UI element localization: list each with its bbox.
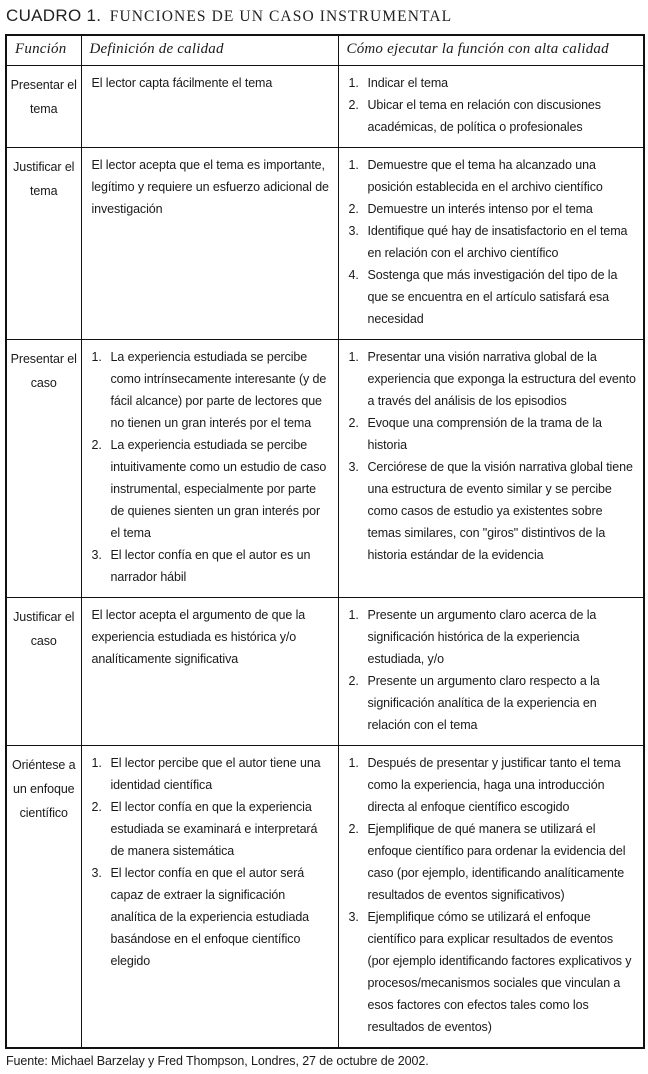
item-number: 2. (348, 416, 359, 430)
definition-text: El lector acepta el argumento de que la experiencia estudiada es histórica y/o analíticamente significativa (91, 608, 306, 666)
list-item (349, 818, 638, 906)
execution-list (349, 752, 638, 1038)
cell-definicion (81, 598, 338, 746)
source-note: Fuente: Michael Barzelay y Fred Thompson, Londres, 27 de octubre de 2002. (6, 1054, 429, 1068)
table-title-text: FUNCIONES DE UN CASO INSTRUMENTAL (109, 8, 453, 25)
list-item (349, 198, 638, 220)
item-text: Demuestre un interés intenso por el tema (367, 202, 593, 216)
list-item (349, 94, 638, 138)
item-text: Identifique qué hay de insatisfactorio en el tema en relación con el archivo científico (367, 224, 628, 260)
item-text: Sostenga que más investigación del tipo de la que se encuentra en el artículo satisfará esa necesidad (367, 268, 618, 326)
cell-definicion (81, 148, 338, 340)
table-title-label: CUADRO 1. (6, 6, 102, 25)
item-number: 3. (348, 460, 359, 474)
cell-funcion: Oriéntese a un enfoque científico (6, 746, 81, 1049)
definition-text: El lector acepta que el tema es importante, legítimo y requiere un esfuerzo adicional de investigación (91, 158, 329, 216)
item-number: 2. (348, 822, 359, 836)
cell-definicion (81, 340, 338, 598)
item-number: 1. (348, 350, 359, 364)
item-number: 2. (348, 98, 359, 112)
list-item (92, 862, 332, 972)
list-item (349, 154, 638, 198)
item-text: El lector confía en que el autor será capaz de extraer la significación analítica de la experiencia estudiada basándose en el enfoque científico elegido (110, 866, 310, 968)
list-item (349, 346, 638, 412)
item-number: 1. (91, 756, 102, 770)
item-text: El lector confía en que la experiencia estudiada se examinará e interpretará de manera sistemática (110, 800, 318, 858)
item-number: 2. (348, 674, 359, 688)
item-number: 2. (91, 438, 102, 452)
cell-como-ejecutar (338, 340, 644, 598)
list-item (349, 752, 638, 818)
header-row (6, 35, 644, 66)
table-row-justificar-el-tema (6, 148, 644, 340)
cell-como-ejecutar (338, 148, 644, 340)
item-text: Presentar una visión narrativa global de la experiencia que exponga la estructura del evento a través del análisis de los episodios (367, 350, 636, 408)
item-number: 3. (348, 224, 359, 238)
definition-text: El lector capta fácilmente el tema (91, 76, 273, 90)
list-item (349, 72, 638, 94)
item-text: El lector percibe que el autor tiene una identidad científica (110, 756, 321, 792)
execution-list (349, 154, 638, 330)
list-item (349, 412, 638, 456)
item-number: 2. (91, 800, 102, 814)
table-row-presentar-el-caso (6, 340, 644, 598)
list-item (349, 604, 638, 670)
item-number: 3. (91, 548, 102, 562)
cell-definicion (81, 746, 338, 1049)
list-item (349, 220, 638, 264)
list-item (349, 670, 638, 736)
item-text: Después de presentar y justificar tanto el tema como la experiencia, haga una introducción directa al enfoque científico escogido (367, 756, 621, 814)
table-title (6, 6, 643, 26)
list-item (92, 752, 332, 796)
list-item (349, 456, 638, 566)
item-text: Ejemplifique de qué manera se utilizará el enfoque científico para ordenar la evidencia del caso (por ejemplo, identificando analíticamente resultados de eventos significativos) (367, 822, 626, 902)
item-number: 3. (91, 866, 102, 880)
col-header-como-ejecutar: Cómo ejecutar la función con alta calidad (338, 35, 644, 66)
item-number: 4. (348, 268, 359, 282)
col-header-definicion: Definición de calidad (81, 35, 338, 66)
item-number: 1. (91, 350, 102, 364)
execution-list (349, 72, 638, 138)
item-text: El lector confía en que el autor es un narrador hábil (110, 548, 311, 584)
item-text: Evoque una comprensión de la trama de la historia (367, 416, 602, 452)
definition-list (92, 752, 332, 972)
list-item (349, 264, 638, 330)
item-number: 1. (348, 76, 359, 90)
item-number: 1. (348, 756, 359, 770)
item-text: Presente un argumento claro respecto a la significación analítica de la experiencia en relación con el tema (367, 674, 600, 732)
item-text: La experiencia estudiada se percibe como intrínsecamente interesante (y de fácil alcance) por parte de lectores que no tienen un gran interés por el tema (110, 350, 327, 430)
col-header-funcion: Función (6, 35, 81, 66)
table-row-presentar-el-tema (6, 66, 644, 148)
table-row-orientese-enfoque-cientifico (6, 746, 644, 1049)
list-item (92, 434, 332, 544)
list-item (92, 544, 332, 588)
item-text: La experiencia estudiada se percibe intuitivamente como un estudio de caso instrumental, especialmente por parte de quienes sienten un gran interés por el tema (110, 438, 327, 540)
item-text: Cerciórese de que la visión narrativa global tiene una estructura de evento similar y se percibe como casos de estudio ya existentes sobre temas similares, con "giros" distintivos de la historia estándar de la evidencia (367, 460, 633, 562)
execution-list (349, 604, 638, 736)
cell-funcion: Justificar el tema (6, 148, 81, 340)
execution-list (349, 346, 638, 566)
cell-como-ejecutar (338, 66, 644, 148)
item-number: 3. (348, 910, 359, 924)
cell-funcion: Presentar el tema (6, 66, 81, 148)
item-text: Demuestre que el tema ha alcanzado una posición establecida en el archivo científico (367, 158, 603, 194)
item-number: 2. (348, 202, 359, 216)
table-row-justificar-el-caso (6, 598, 644, 746)
cell-funcion: Presentar el caso (6, 340, 81, 598)
item-text: Ejemplifique cómo se utilizará el enfoque científico para explicar resultados de eventos (por ejemplo identificando factores explicativos y procesos/mecanismos sociales que vinculan a esos factores con efectos tales como los resultados de eventos) (367, 910, 632, 1034)
list-item (92, 346, 332, 434)
cell-como-ejecutar (338, 598, 644, 746)
definition-list (92, 346, 332, 588)
cell-funcion: Justificar el caso (6, 598, 81, 746)
list-item (92, 796, 332, 862)
instrumental-case-functions-table (5, 34, 645, 1049)
list-item (349, 906, 638, 1038)
item-number: 1. (348, 608, 359, 622)
cell-como-ejecutar (338, 746, 644, 1049)
item-text: Presente un argumento claro acerca de la significación histórica de la experiencia estudiada, y/o (367, 608, 597, 666)
cell-definicion (81, 66, 338, 148)
item-number: 1. (348, 158, 359, 172)
item-text: Ubicar el tema en relación con discusiones académicas, de política o profesionales (367, 98, 601, 134)
item-text: Indicar el tema (367, 76, 448, 90)
